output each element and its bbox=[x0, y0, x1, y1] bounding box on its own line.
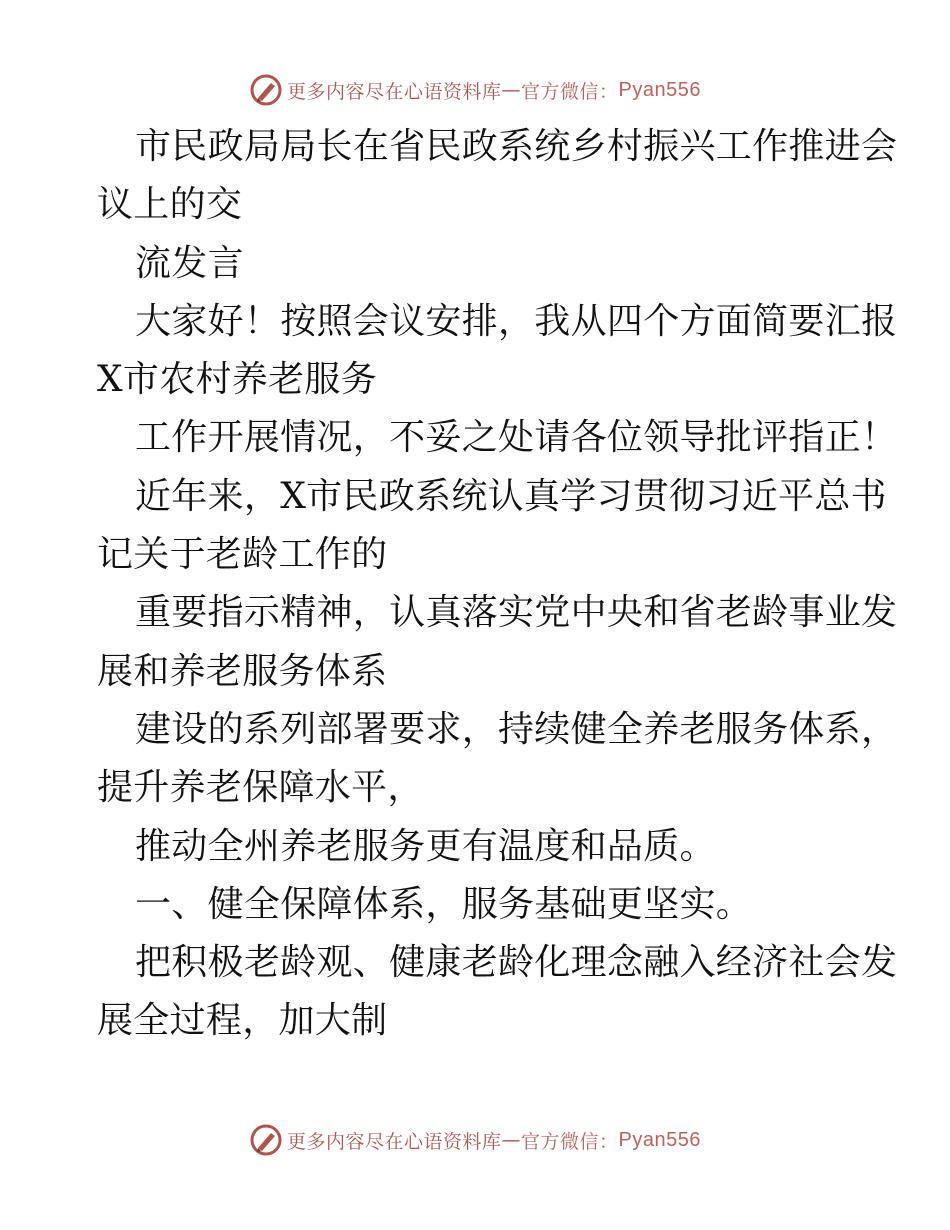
text-line: 工作开展情况，不妥之处请各位领导批评指正！ bbox=[135, 417, 898, 459]
header-watermark bbox=[0, 70, 950, 110]
text-line: 推动全州养老服务更有温度和品质。 bbox=[135, 825, 716, 867]
text-line: 大家好！按照会议安排，我从四个方面简要汇报 bbox=[135, 300, 898, 342]
text-line: 重要指示精神，认真落实党中央和省老龄事业发 bbox=[135, 592, 898, 634]
footer-watermark bbox=[0, 1120, 950, 1160]
watermark-id: Pyan556 bbox=[618, 1128, 701, 1151]
watermark-text: 更多内容尽在心语资料库 bbox=[287, 1130, 502, 1153]
text-line: 把积极老龄观、健康老龄化理念融入经济社会发 bbox=[135, 942, 898, 984]
text-line: 提升养老保障水平， bbox=[97, 767, 424, 809]
document-body bbox=[97, 118, 898, 1051]
text-line: 市民政局局长在省民政系统乡村振兴工作推进会 bbox=[135, 126, 898, 167]
pen-seal-icon bbox=[249, 73, 283, 107]
text-line: 展和养老服务体系 bbox=[97, 650, 388, 692]
pen-seal-icon bbox=[249, 1123, 283, 1157]
text-line: 议上的交 bbox=[97, 184, 243, 226]
text-line: 展全过程，加大制 bbox=[97, 1000, 388, 1042]
watermark-separator: — bbox=[501, 1129, 522, 1151]
watermark-suffix: 官方微信： bbox=[521, 1130, 619, 1153]
text-line: 一、健全保障体系，服务基础更坚实。 bbox=[135, 883, 753, 925]
watermark-suffix: 官方微信： bbox=[521, 80, 619, 103]
text-line: 建设的系列部署要求，持续健全养老服务体系， bbox=[135, 708, 898, 750]
text-line: X市农村养老服务 bbox=[97, 359, 378, 401]
text-line: 流发言 bbox=[135, 242, 244, 284]
watermark-text: 更多内容尽在心语资料库 bbox=[287, 80, 502, 103]
text-line: 记关于老龄工作的 bbox=[97, 534, 388, 576]
watermark-id: Pyan556 bbox=[618, 78, 701, 101]
text-line: 近年来，X市民政系统认真学习贯彻习近平总书 bbox=[135, 475, 887, 517]
watermark-separator: — bbox=[501, 79, 522, 101]
